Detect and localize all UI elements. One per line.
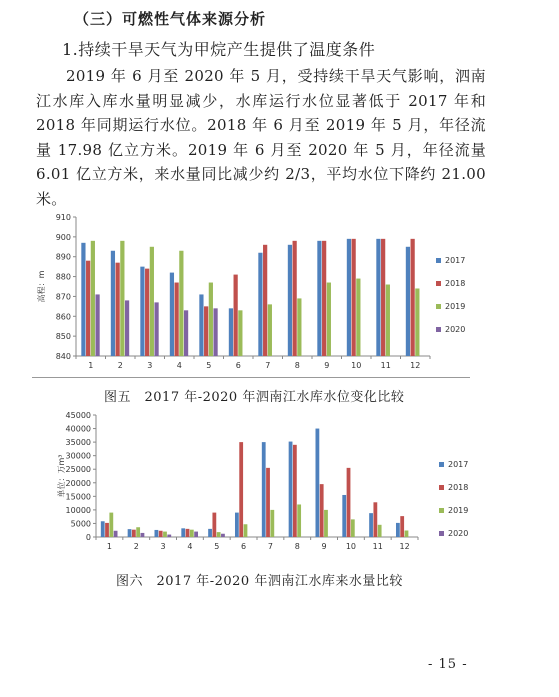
y-tick-label: 20000	[65, 478, 91, 488]
x-tick-label: 12	[410, 361, 421, 370]
bar-2020-4	[194, 532, 198, 537]
bar-2018-9	[320, 484, 324, 537]
bar-2017-3	[154, 530, 158, 537]
legend-swatch-2019	[436, 304, 441, 309]
bar-2019-3	[163, 532, 167, 537]
bar-2017-11	[376, 239, 380, 356]
bar-2019-4	[179, 251, 183, 356]
bar-2020-3	[167, 535, 171, 537]
x-tick-label: 6	[241, 542, 247, 551]
x-tick-label: 11	[380, 361, 391, 370]
x-tick-label: 11	[372, 542, 383, 551]
y-tick-label: 15000	[65, 492, 91, 502]
legend-swatch-2018	[439, 485, 444, 490]
bar-2019-8	[297, 504, 301, 537]
legend-swatch-2019	[439, 508, 444, 513]
bar-2018-7	[263, 245, 267, 356]
bar-2017-12	[406, 247, 410, 356]
y-tick-label: 880	[55, 272, 71, 282]
subheading: 1.持续干旱天气为甲烷产生提供了温度条件	[62, 40, 376, 59]
inflow-chart	[32, 408, 472, 554]
x-tick-label: 2	[117, 361, 123, 370]
x-tick-label: 7	[265, 361, 271, 370]
bar-2018-8	[293, 241, 297, 356]
x-tick-label: 5	[214, 542, 220, 551]
bar-2017-4	[181, 528, 185, 537]
figure5-chart	[32, 208, 472, 376]
y-tick-label: 45000	[65, 411, 91, 420]
bar-2019-4	[190, 530, 194, 537]
bar-2020-2	[125, 300, 129, 356]
bar-2018-12	[400, 516, 404, 537]
x-tick-label: 1	[88, 361, 94, 370]
bar-2019-6	[238, 310, 242, 356]
bar-2017-2	[128, 529, 132, 537]
bar-2020-5	[221, 534, 225, 537]
x-tick-label: 12	[399, 542, 410, 551]
bar-2017-4	[170, 273, 174, 356]
bar-2018-7	[266, 468, 270, 537]
x-tick-label: 9	[321, 542, 327, 551]
bar-2018-9	[322, 241, 326, 356]
legend-label-2017: 2017	[448, 460, 469, 469]
y-tick-label: 35000	[65, 438, 91, 448]
bar-2019-9	[324, 510, 328, 537]
bar-2019-5	[217, 532, 221, 537]
bar-2019-5	[209, 283, 213, 356]
bar-2019-2	[136, 527, 140, 537]
page-number: - 15 -	[428, 657, 468, 672]
y-tick-label: 860	[55, 312, 71, 322]
y-tick-label: 10000	[65, 505, 91, 515]
bar-2017-11	[369, 513, 373, 537]
bar-2020-1	[114, 531, 118, 537]
y-tick-label: 25000	[65, 465, 91, 475]
legend-label-2019: 2019	[448, 506, 469, 515]
bar-2019-9	[327, 283, 331, 356]
bar-2017-7	[258, 253, 262, 356]
bar-2017-5	[199, 294, 203, 356]
x-tick-label: 2	[133, 542, 139, 551]
legend-swatch-2020	[439, 531, 444, 536]
y-tick-label: 0	[85, 533, 91, 542]
bar-2018-4	[175, 283, 179, 356]
bar-2019-6	[244, 524, 248, 537]
section-heading: （三）可燃性气体来源分析	[74, 10, 267, 28]
x-tick-label: 5	[206, 361, 212, 370]
bar-2018-6	[234, 275, 238, 356]
figure5-divider	[32, 377, 470, 378]
bar-2017-10	[347, 239, 351, 356]
bar-2018-5	[204, 306, 208, 356]
bar-2017-12	[396, 523, 400, 537]
bar-2018-11	[381, 239, 385, 356]
bar-2018-4	[186, 529, 190, 537]
bar-2017-6	[235, 513, 239, 537]
bar-2017-1	[101, 521, 105, 537]
legend-label-2018: 2018	[445, 279, 466, 288]
y-tick-label: 40000	[65, 424, 91, 434]
bar-2018-1	[105, 523, 109, 537]
x-tick-label: 8	[294, 542, 300, 551]
bar-2018-1	[86, 261, 90, 356]
bar-2019-10	[356, 279, 360, 356]
y-axis-label: 高程：m	[37, 270, 46, 303]
y-tick-label: 910	[55, 213, 71, 222]
bar-2018-12	[411, 239, 415, 356]
bar-2019-3	[150, 247, 154, 356]
bar-2018-11	[373, 502, 377, 537]
x-tick-label: 7	[267, 542, 273, 551]
legend-swatch-2018	[436, 281, 441, 286]
bar-2020-2	[141, 533, 145, 537]
x-tick-label: 3	[147, 361, 153, 370]
x-tick-label: 3	[160, 542, 166, 551]
bar-2018-6	[239, 442, 243, 537]
legend-swatch-2017	[436, 258, 441, 263]
y-tick-label: 870	[55, 292, 71, 302]
y-tick-label: 900	[55, 232, 71, 242]
bar-2017-9	[315, 429, 319, 537]
bar-2019-10	[351, 519, 355, 537]
bar-2017-9	[317, 241, 321, 356]
bar-2019-2	[120, 241, 124, 356]
legend-label-2020: 2020	[448, 529, 469, 538]
bar-2019-12	[415, 288, 419, 356]
bar-2019-8	[297, 298, 301, 356]
y-tick-label: 30000	[65, 451, 91, 461]
bar-2019-1	[109, 513, 113, 537]
y-axis-label: 单位：万m³	[57, 454, 66, 498]
bar-2019-12	[405, 530, 409, 537]
x-tick-label: 10	[351, 361, 362, 370]
bar-2018-10	[347, 468, 351, 537]
x-tick-label: 4	[176, 361, 182, 370]
bar-2018-2	[116, 263, 120, 356]
figure6-caption: 图六 2017 年-2020 年泗南江水库来水量比较	[116, 574, 403, 589]
bar-2017-7	[262, 442, 266, 537]
x-tick-label: 9	[324, 361, 330, 370]
x-tick-label: 1	[106, 542, 112, 551]
bar-2017-6	[229, 308, 233, 356]
figure6-chart	[32, 408, 472, 554]
bar-2018-10	[352, 239, 356, 356]
body-paragraph	[36, 64, 486, 211]
legend-label-2019: 2019	[445, 302, 466, 311]
y-tick-label: 5000	[70, 519, 91, 529]
bar-2019-11	[386, 285, 390, 356]
y-tick-label: 850	[55, 332, 71, 342]
bar-2019-7	[270, 510, 274, 537]
bar-2018-5	[212, 513, 216, 537]
x-tick-label: 10	[345, 542, 357, 551]
water-level-chart	[32, 208, 472, 376]
bar-2017-3	[140, 267, 144, 356]
figure5-caption: 图五 2017 年-2020 年泗南江水库水位变化比较	[104, 390, 405, 405]
x-tick-label: 8	[294, 361, 300, 370]
bar-2020-3	[154, 302, 158, 356]
x-tick-label: 6	[235, 361, 241, 370]
bar-2018-3	[159, 531, 163, 537]
legend-label-2018: 2018	[448, 483, 469, 492]
bar-2017-1	[81, 243, 85, 356]
x-tick-label: 4	[187, 542, 193, 551]
legend-swatch-2020	[436, 327, 441, 332]
bar-2017-2	[111, 251, 115, 356]
bar-2018-8	[293, 445, 297, 537]
bar-2017-8	[288, 245, 292, 356]
bar-2019-11	[378, 525, 382, 537]
bar-2020-4	[184, 310, 188, 356]
bar-2020-5	[213, 308, 217, 356]
legend-label-2020: 2020	[445, 325, 466, 334]
body-paragraph-text: 2019 年 6 月至 2020 年 5 月，受持续干旱天气影响，泗南江水库入库水量明显减少，水库运行水位显著低于 2017 年和 2018 年同期运行水位。2018 年 6 月至 2019 年 5 月，年径流量 17.98 亿立方米。2019 年 6 月至 2020 年 5 月，年径流量 6.01 亿立方米，来水量同比减少约 2/3，平均水位下降约 21.00 米。	[36, 67, 486, 208]
bar-2017-5	[208, 529, 212, 537]
y-tick-label: 840	[55, 352, 71, 361]
legend-label-2017: 2017	[445, 256, 466, 265]
bar-2019-7	[268, 304, 272, 356]
legend-swatch-2017	[439, 462, 444, 467]
bar-2017-8	[289, 442, 293, 537]
bar-2018-3	[145, 269, 149, 356]
y-tick-label: 890	[55, 252, 71, 262]
bar-2020-1	[95, 294, 99, 356]
bar-2019-1	[91, 241, 95, 356]
bar-2017-10	[342, 495, 346, 537]
bar-2018-2	[132, 530, 136, 537]
